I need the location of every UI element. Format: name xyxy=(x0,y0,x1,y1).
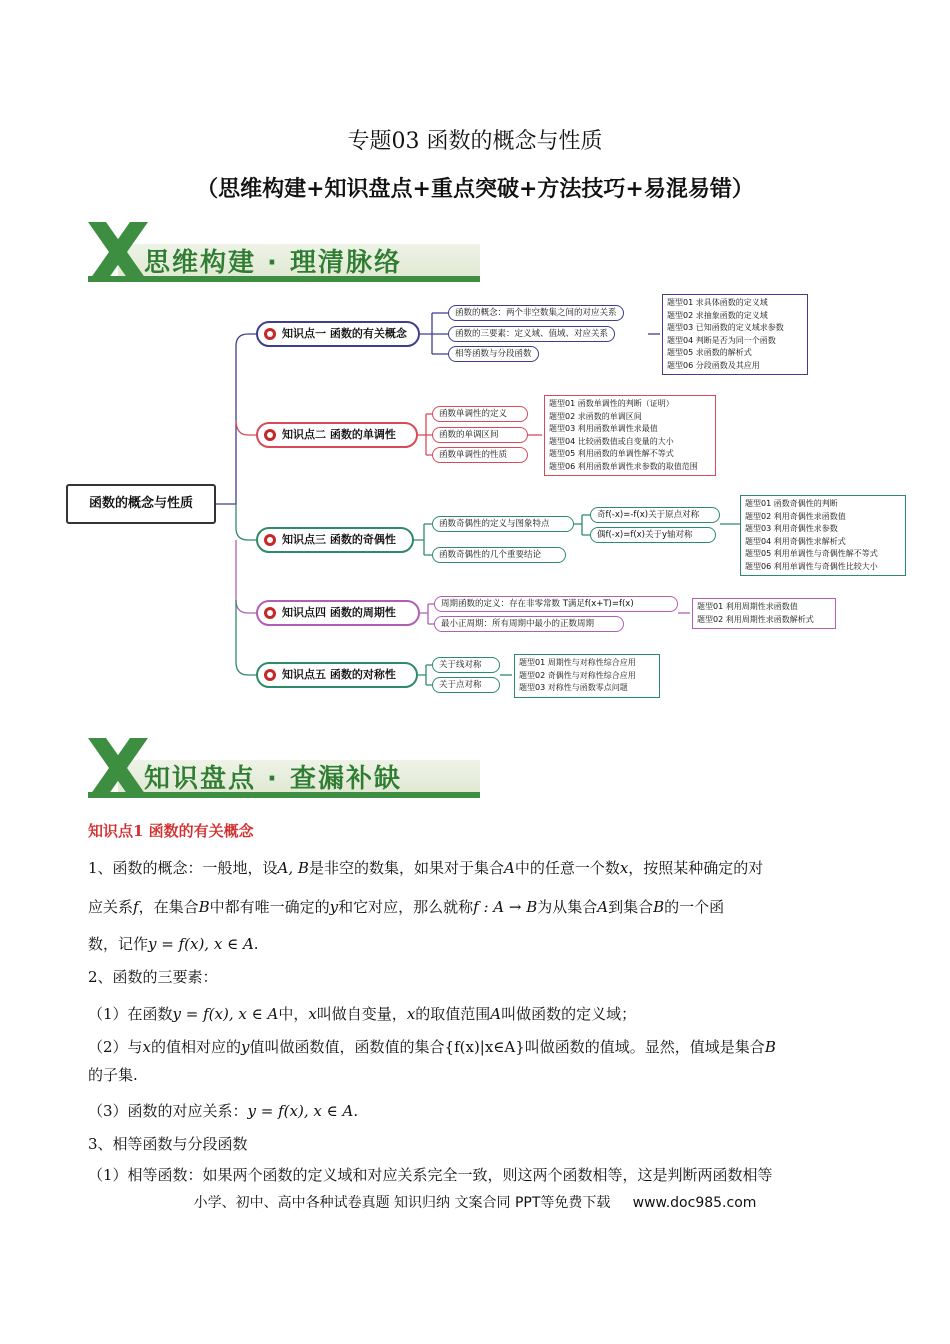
knowledge-point-1: 知识点一 函数的有关概念 xyxy=(256,321,420,347)
k2-leaf-1: 函数单调性的定义 xyxy=(432,406,528,422)
footer-url[interactable]: www.doc985.com xyxy=(632,1195,757,1211)
paragraph-line: （3）函数的对应关系：y = f(x), x ∈ A. xyxy=(88,1102,359,1120)
k3-leaf-1: 函数奇偶性的定义与图象特点 xyxy=(432,516,574,532)
paragraph-line: （1）相等函数：如果两个函数的定义域和对应关系完全一致，则这两个函数相等，这是判断两函数相等 xyxy=(88,1166,773,1184)
footer xyxy=(0,1192,950,1212)
banner-title: 思维构建 · 理清脉络 xyxy=(144,248,402,278)
k4-leaf-2: 最小正周期：所有周期中最小的正数周期 xyxy=(434,616,624,632)
k2-leaf-2: 函数的单调区间 xyxy=(432,427,528,443)
paragraph-line: 数，记作y = f(x), x ∈ A. xyxy=(88,935,259,953)
k1-leaf-3: 相等函数与分段函数 xyxy=(448,346,539,362)
star-badge-icon xyxy=(264,669,276,681)
star-badge-icon xyxy=(264,429,276,441)
knowledge-point-3: 知识点三 函数的奇偶性 xyxy=(256,527,414,553)
banner-x-icon xyxy=(88,738,148,798)
star-badge-icon xyxy=(264,607,276,619)
k4-question-types: 题型01 利用周期性求函数值 题型02 利用周期性求函数解析式 xyxy=(692,598,836,629)
star-badge-icon xyxy=(264,328,276,340)
k2-question-types: 题型01 函数单调性的判断（证明） 题型02 求函数的单调区间 题型03 利用函数单调性求最值 题型04 比较函数值或自变量的大小 题型05 利用函数的单调性解不等式 题型06 利用函数单调性求参数的取值范围 xyxy=(544,395,716,476)
star-badge-icon xyxy=(264,534,276,546)
k3-leaf-2: 函数奇偶性的几个重要结论 xyxy=(432,547,566,563)
page-subtitle: （思维构建+知识盘点+重点突破+方法技巧+易混易错） xyxy=(196,176,754,202)
k4-leaf-1: 周期函数的定义：存在非零常数 T满足f(x+T)=f(x) xyxy=(434,596,678,612)
knowledge-point-4: 知识点四 函数的周期性 xyxy=(256,600,420,626)
k5-question-types: 题型01 周期性与对称性综合应用 题型02 奇偶性与对称性综合应用 题型03 对称性与函数零点问题 xyxy=(514,654,660,698)
paragraph-line: 的子集. xyxy=(88,1066,138,1084)
knowledge-point-2: 知识点二 函数的单调性 xyxy=(256,422,418,448)
footer-text: 小学、初中、高中各种试卷真题 知识归纳 文案合同 PPT等免费下载 xyxy=(193,1195,611,1211)
k1-leaf-1: 函数的概念：两个非空数集之间的对应关系 xyxy=(448,305,624,321)
k1-question-types: 题型01 求具体函数的定义域 题型02 求抽象函数的定义域 题型03 已知函数的定义域求参数 题型04 判断是否为同一个函数 题型05 求函数的解析式 题型06 分段函数及其应用 xyxy=(662,294,808,375)
k3-question-types: 题型01 函数奇偶性的判断 题型02 利用奇偶性求函数值 题型03 利用奇偶性求参数 题型04 利用奇偶性求解析式 题型05 利用单调性与奇偶性解不等式 题型06 利用单调性与奇偶性比较大小 xyxy=(740,495,906,576)
banner-title: 知识盘点 · 查漏补缺 xyxy=(144,764,402,794)
paragraph-line: 2、函数的三要素： xyxy=(88,968,218,986)
banner-knowledge xyxy=(88,738,480,802)
section-heading: 知识点1 函数的有关概念 xyxy=(88,822,254,840)
k5-leaf-2: 关于点对称 xyxy=(432,677,500,693)
paragraph-line: （1）在函数y = f(x), x ∈ A中，x叫做自变量，x的取值范围A叫做函数的定义域； xyxy=(88,1005,637,1023)
knowledge-point-5: 知识点五 函数的对称性 xyxy=(256,662,418,688)
paragraph-line: 应关系f，在集合B中都有唯一确定的y和它对应，那么就称f : A → B为从集合A到集合B的一个函 xyxy=(88,898,725,916)
k3-odd-function: 奇f(-x)=-f(x)关于原点对称 xyxy=(590,507,720,523)
mind-map-root: 函数的概念与性质 xyxy=(66,484,216,524)
page-title: 专题03 函数的概念与性质 xyxy=(347,129,603,154)
paragraph-line: 1、函数的概念：一般地，设A, B是非空的数集，如果对于集合A中的任意一个数x，按照某种确定的对 xyxy=(88,859,764,877)
paragraph-line: （2）与x的值相对应的y值叫做函数值，函数值的集合{f(x)|x∈A}叫做函数的值域。显然，值域是集合B xyxy=(88,1038,776,1056)
paragraph-line: 3、相等函数与分段函数 xyxy=(88,1135,248,1153)
k2-leaf-3: 函数单调性的性质 xyxy=(432,447,528,463)
k3-even-function: 偶f(-x)=f(x)关于y轴对称 xyxy=(590,527,716,543)
k1-leaf-2: 函数的三要素：定义域、值域、对应关系 xyxy=(448,326,615,342)
k5-leaf-1: 关于线对称 xyxy=(432,657,500,673)
